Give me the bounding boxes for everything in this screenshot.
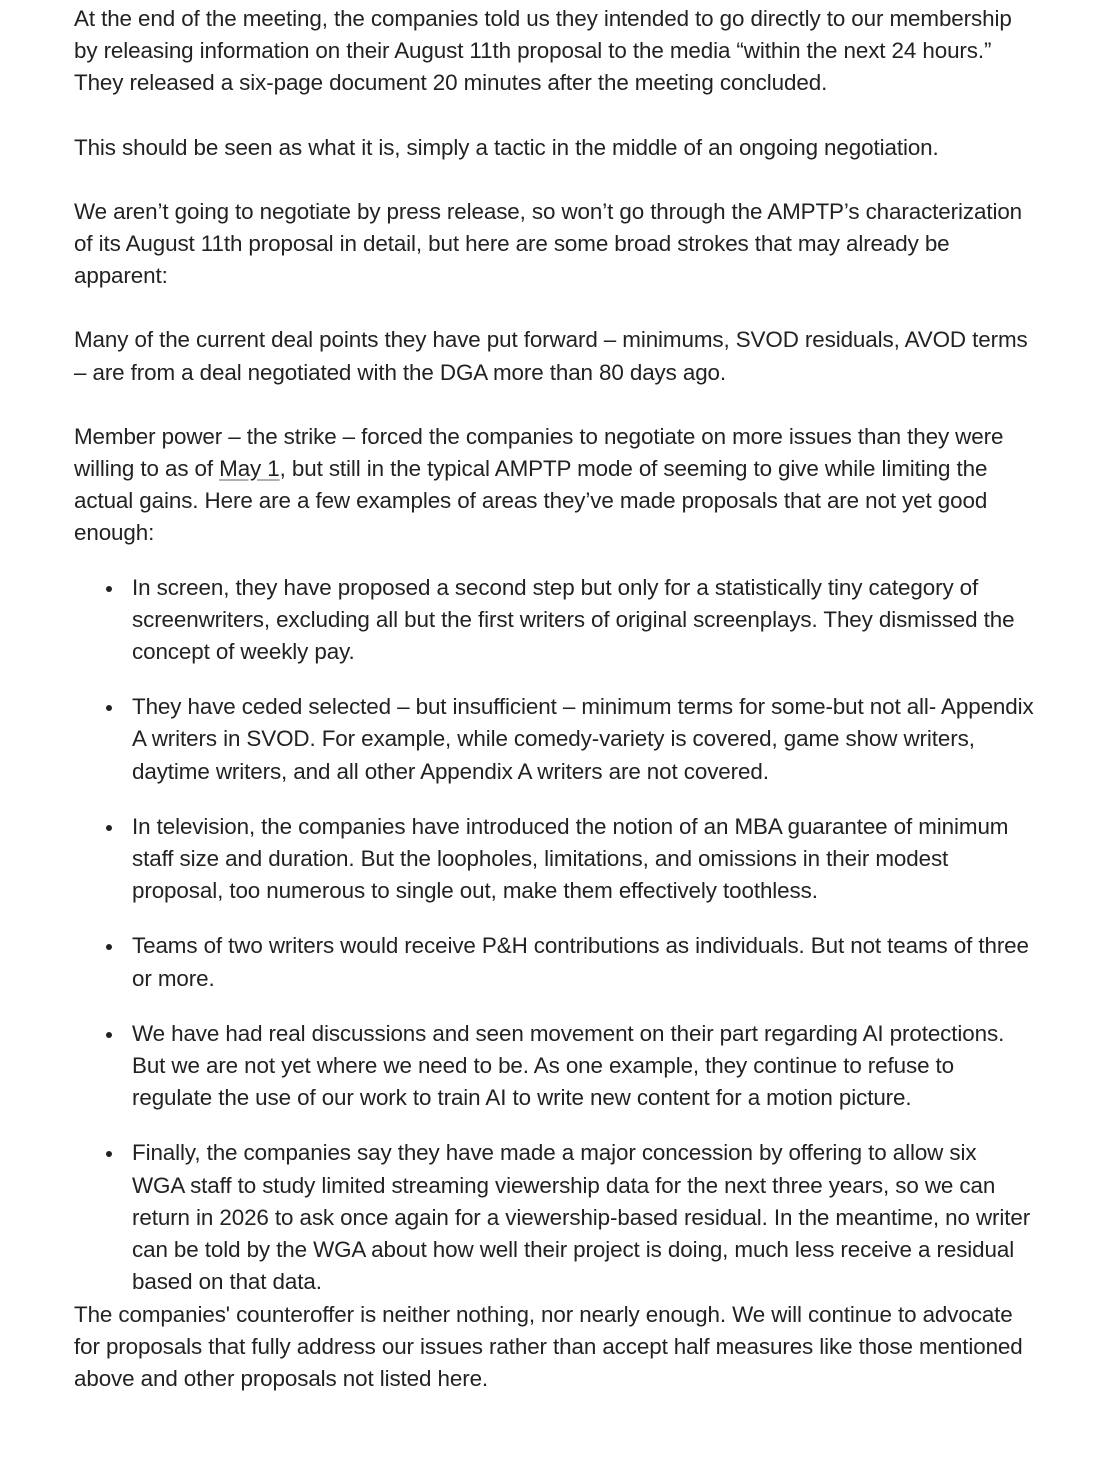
- list-item-text: In television, the companies have introduced the notion of an MBA guarantee of minimum staff size and duration. But the loopholes, limitations, and omissions in their modest proposal, too numerous to single out, make them effectively toothless.: [132, 813, 1009, 904]
- member-power-text-end: , but still in the typical AMPTP mode of seeming to give while limiting the actual gains. Here are a few examples of areas they’ve made proposals that are not yet good enough:: [74, 456, 988, 546]
- bullet-icon: [106, 825, 112, 831]
- list-item: [132, 930, 1034, 994]
- list-item-text: In screen, they have proposed a second step but only for a statistically tiny category of screenwriters, excluding all but the first writers of original screenplays. They dismissed the concept of weekly pay.: [132, 574, 1015, 665]
- list-item: [132, 1018, 1034, 1115]
- bullet-icon: [106, 586, 112, 592]
- proposal-bullet-list: [74, 572, 1034, 1299]
- paragraph-closing: The companies' counteroffer is neither nothing, nor nearly enough. We will continue to advocate for proposals that fully address our issues rather than accept half measures like those mentioned above and other proposals not listed here.: [74, 1301, 1023, 1391]
- paragraph-press-release: We aren’t going to negotiate by press release, so won’t go through the AMPTP’s characterization of its August 11th proposal in detail, but here are some broad strokes that may already be apparent:: [74, 198, 1023, 289]
- list-item: [132, 691, 1034, 788]
- list-item: [132, 1137, 1034, 1298]
- paragraph-deal-points: Many of the current deal points they have put forward – minimums, SVOD residuals, AVOD terms – are from a deal negotiated with the DGA more than 80 days ago.: [74, 327, 1028, 385]
- may-1-link[interactable]: May 1: [219, 456, 280, 482]
- document-body: [74, 3, 1034, 1395]
- paragraph-member-power: [74, 421, 1034, 550]
- list-item-text: They have ceded selected – but insufficient – minimum terms for some-but not all- Appendix A writers in SVOD. For example, while comedy-variety is covered, game show writers, daytime writers, and all other Appendix A writers are not covered.: [132, 694, 1034, 784]
- member-power-text-start: Member power – the strike – forced the companies to negotiate on more issues than they were willing to as of: [74, 423, 1004, 482]
- bullet-icon: [106, 1032, 112, 1038]
- list-item-text: We have had real discussions and seen movement on their part regarding AI protections. But we are not yet where we need to be. As one example, they continue to refuse to regulate the use of our work to train AI to write new content for a motion picture.: [132, 1020, 1005, 1111]
- list-item-text: Finally, the companies say they have made a major concession by offering to allow six WGA staff to study limited streaming viewership data for the next three years, so we can return in 2026 to ask once again for a viewership-based residual. In the meantime, no writer can be told by the WGA about how well their project is doing, much less receive a residual based on that data.: [132, 1140, 1031, 1295]
- list-item-text: Teams of two writers would receive P&H contributions as individuals. But not teams of three or more.: [132, 933, 1029, 991]
- bullet-icon: [106, 944, 112, 950]
- paragraph-meeting-end: At the end of the meeting, the companies told us they intended to go directly to our membership by releasing information on their August 11th proposal to the media “within the next 24 hours.” They released a six-page document 20 minutes after the meeting concluded.: [74, 6, 1012, 96]
- list-item: [132, 811, 1034, 908]
- list-item: [132, 572, 1034, 669]
- bullet-icon: [106, 1151, 112, 1157]
- bullet-icon: [106, 705, 112, 711]
- paragraph-tactic: This should be seen as what it is, simply a tactic in the middle of an ongoing negotiation.: [74, 134, 939, 160]
